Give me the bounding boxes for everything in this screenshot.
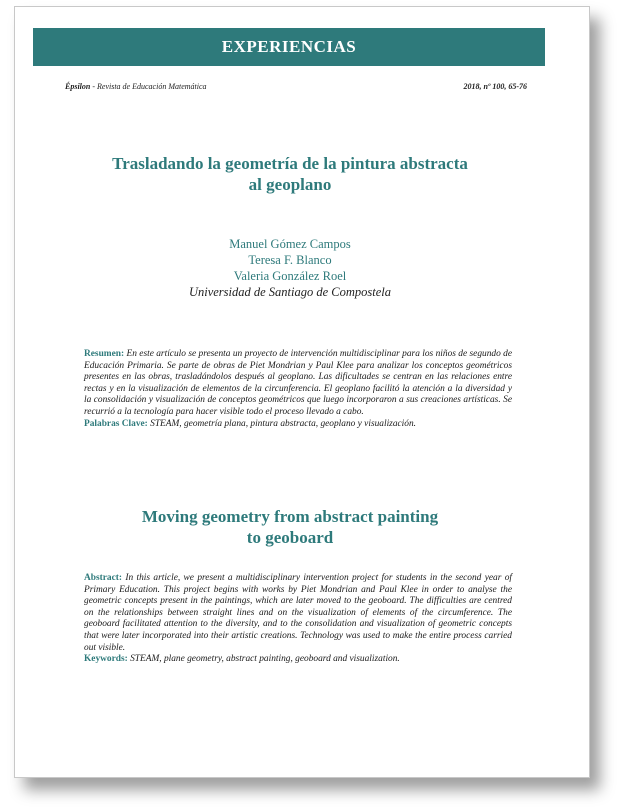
palabras-clave-label: Palabras Clave: (84, 418, 148, 429)
abstract-block (84, 573, 512, 666)
resumen-label: Resumen: (84, 349, 125, 359)
journal-reference (65, 82, 207, 91)
paper-page (14, 6, 590, 778)
author-1: Manuel Gómez Campos (229, 237, 351, 251)
keywords-text: STEAM, plane geometry, abstract painting, geoboard and visualization. (127, 654, 400, 665)
author-list (55, 236, 525, 300)
palabras-clave (84, 419, 512, 431)
journal-subtitle: - Revista de Educación Matemática (90, 82, 207, 91)
article-title-es (55, 153, 525, 195)
resumen-text: En este artículo se presenta un proyecto de intervención multidisciplinar para los niños de segundo de Educación Primaria. Se parte de obras de Piet Mondrian y Paul Klee para analizar los conceptos geométricos presentes en las obras, trasladándolos después al geoplano. Las dificultades se centran en las relaciones entre rectas y en la visualización de elementos de la circunferencia. El geoplano facilitó la atención a la diversidad y la consolidación y visualización de conceptos geométricos que luego incorporaron a sus creaciones artísticas. Se recurrió a la tecnología para hacer visible todo el proceso llevado a cabo. (84, 349, 512, 417)
section-banner: EXPERIENCIAS (33, 28, 545, 66)
title-es-line2: al geoplano (248, 175, 332, 194)
keywords (84, 654, 512, 666)
keywords-label: Keywords: (84, 654, 128, 665)
running-head (65, 82, 527, 91)
palabras-clave-text: STEAM, geometría plana, pintura abstracta, geoplano y visualización. (147, 418, 417, 429)
title-en-line1: Moving geometry from abstract painting (141, 507, 439, 526)
abstract-text: In this article, we present a multidisciplinary intervention project for students in the second year of Primary Education. This project begins with works by Piet Mondrian and Paul Klee in order to analyse the geometric concepts present in the paintings, which are later moved to the geoboard. The difficulties are centred on the relationships between straight lines and on the visualization of elements of the circumference. The geoboard facilitated attention to the diversity, and to the consolidation and visualization of geometric concepts that were later incorporated into their artistic creations. Technology was used to make the entire process carried out visible. (84, 573, 512, 653)
author-3: Valeria González Roel (233, 269, 347, 283)
article-title-en (55, 506, 525, 548)
affiliation: Universidad de Santiago de Compostela (188, 285, 392, 299)
abstract-label: Abstract: (84, 573, 123, 583)
journal-name: Épsilon (65, 82, 91, 91)
title-en-line2: to geoboard (246, 528, 334, 547)
title-es-line1: Trasladando la geometría de la pintura abstracta (112, 154, 468, 173)
resumen-block (84, 349, 512, 430)
citation: 2018, nº 100, 65-76 (463, 82, 527, 91)
author-2: Teresa F. Blanco (248, 253, 332, 267)
